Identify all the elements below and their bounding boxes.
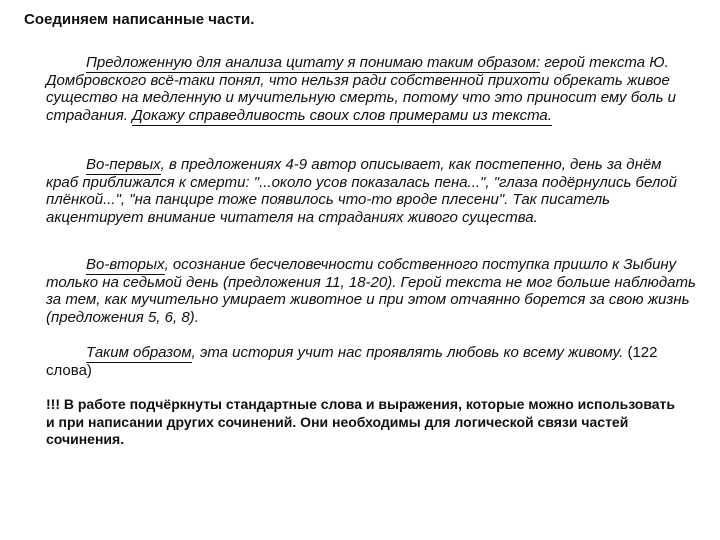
- second-body: , осознание бесчеловечности собственного поступка пришло к Зыбину только на седьмой день (предложения 11, 18-20). Герой текста не мог больше наблюдать за тем, как мучительно умирает животное и при этом отчаянно борется за свою жизнь (предложения 5, 6, 8).: [46, 256, 696, 326]
- paragraph-thesis: [46, 54, 696, 124]
- conclusion-body: , эта история учит нас проявлять любовь ко всему живому.: [191, 344, 624, 361]
- thesis-body: герой текста Ю. Домбровского всё-таки понял, что нельзя ради собственной прихоти обрекать живое существо на медленную и мучительную смерть, потому что это приносит ему боль и страдания.: [46, 54, 677, 124]
- thesis-tail: Докажу справедливость своих слов примерами из текста.: [132, 106, 552, 124]
- slide-title: Соединяем написанные части.: [24, 11, 255, 28]
- second-lead: Во-вторых: [86, 256, 165, 273]
- conclusion-lead: Таким образом: [86, 344, 192, 361]
- word-count: (122 слова): [46, 344, 658, 379]
- paragraph-conclusion: [46, 344, 696, 379]
- first-body: , в предложениях 4-9 автор описывает, как постепенно, день за днём краб приближался к смерти: "...около усов показалась пена...", "глаза подёрнулись белой плёнкой...", "на панцире тоже появилось что-то вроде плесени". Так писатель акцентирует внимание читателя на страданиях живого существа.: [46, 156, 677, 226]
- paragraph-first-argument: [46, 156, 696, 226]
- first-lead: Во-первых: [86, 156, 161, 173]
- thesis-lead: Предложенную для анализа цитату я понимаю таким образом:: [86, 54, 541, 71]
- note: !!! В работе подчёркнуты стандартные слова и выражения, которые можно использовать и при написании других сочинений. Они необходимы для логической связи частей сочинения.: [46, 396, 676, 447]
- paragraph-second-argument: [46, 256, 696, 326]
